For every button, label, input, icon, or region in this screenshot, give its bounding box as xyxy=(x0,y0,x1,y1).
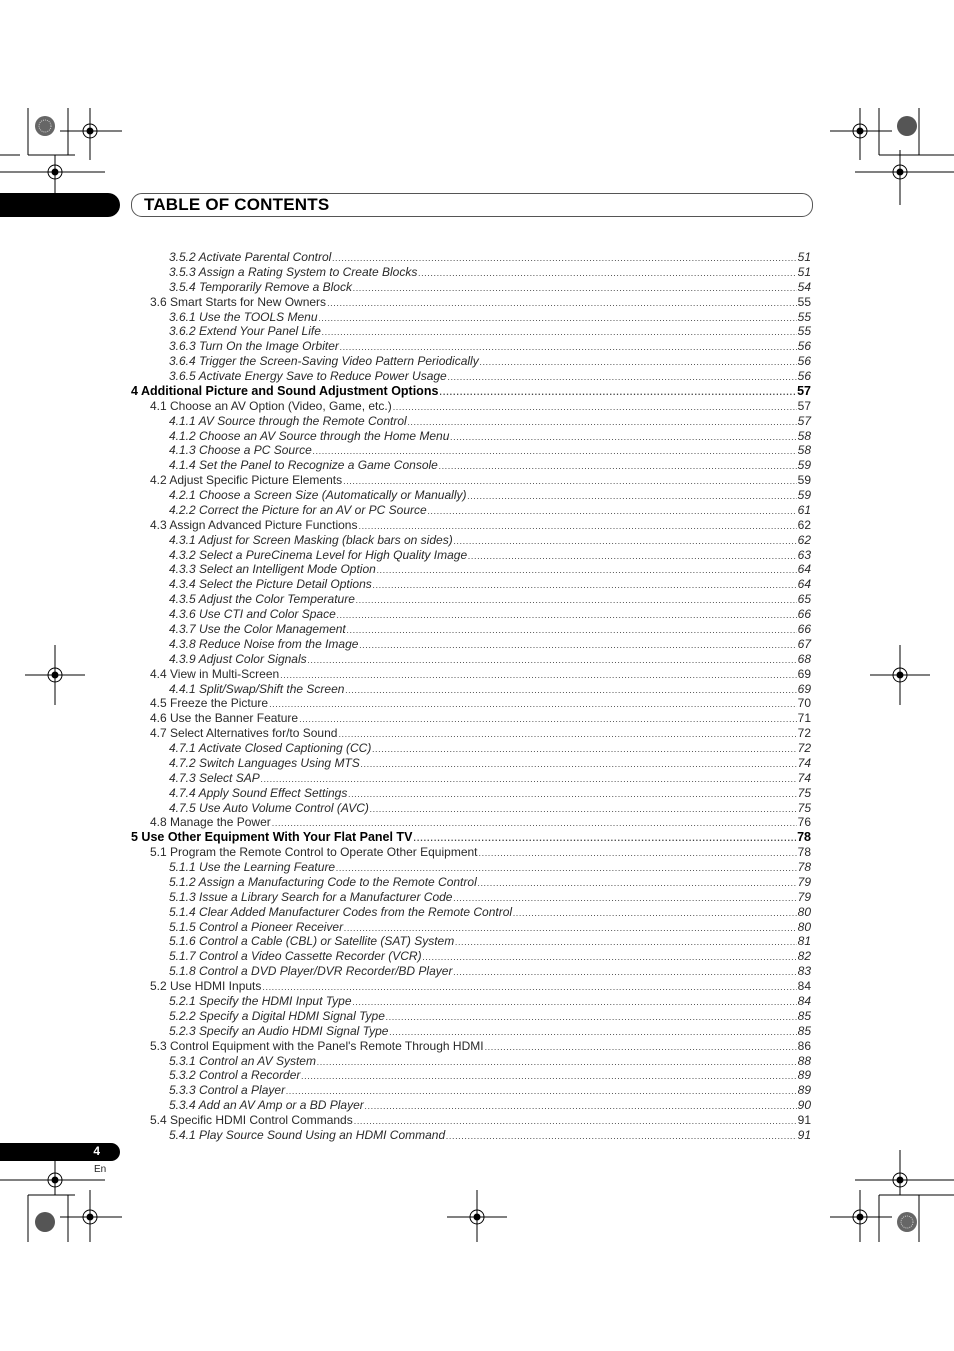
toc-entry[interactable] xyxy=(169,875,811,890)
toc-entry-page: 89 xyxy=(797,1083,811,1098)
toc-entry[interactable] xyxy=(169,1128,811,1143)
toc-entry[interactable] xyxy=(169,786,811,801)
toc-entry-label: 4 Additional Picture and Sound Adjustment Options xyxy=(131,383,439,398)
toc-entry-page: 55 xyxy=(797,309,811,324)
toc-entry-page: 69 xyxy=(797,681,811,696)
toc-entry-page: 84 xyxy=(797,979,811,994)
toc-entry-page: 76 xyxy=(797,815,811,830)
toc-leader-dots xyxy=(439,459,797,474)
toc-entry-page: 78 xyxy=(797,845,811,860)
toc-entry[interactable] xyxy=(169,801,811,816)
toc-entry-page: 66 xyxy=(797,622,811,636)
toc-entry-page: 74 xyxy=(797,770,811,785)
toc-entry-label: 3.5.2 Activate Parental Control xyxy=(169,250,332,264)
toc-entry-label: 5.1.4 Clear Added Manufacturer Codes from the Remote Control xyxy=(169,904,513,919)
toc-entry-label: 3.6.1 Use the TOOLS Menu xyxy=(169,309,318,324)
toc-entry[interactable] xyxy=(169,265,811,280)
toc-leader-dots xyxy=(353,995,797,1010)
toc-entry[interactable] xyxy=(169,533,811,548)
toc-entry-label: 4.7.5 Use Auto Volume Control (AVC) xyxy=(169,800,369,815)
toc-leader-dots xyxy=(317,1055,797,1070)
toc-entry[interactable] xyxy=(150,667,811,682)
toc-leader-dots xyxy=(337,608,797,623)
toc-entry-page: 57 xyxy=(797,383,811,398)
toc-entry-label: 4.7.3 Select SAP xyxy=(169,770,260,785)
toc-leader-dots xyxy=(261,772,797,787)
toc-entry[interactable] xyxy=(150,399,811,414)
toc-leader-dots xyxy=(468,549,796,564)
toc-entry-label: 5.3.2 Control a Recorder xyxy=(169,1068,301,1083)
header-tab-marker xyxy=(0,193,120,217)
toc-entry-label: 4.2.1 Choose a Screen Size (Automatically or Manually) xyxy=(169,488,467,503)
page-number: 4 xyxy=(93,1144,100,1158)
toc-entry-label: 5.1.8 Control a DVD Player/DVR Recorder/BD Player xyxy=(169,964,453,979)
toc-leader-dots xyxy=(299,712,797,727)
toc-entry-label: 5.1.6 Control a Cable (CBL) or Satellite (SAT) System xyxy=(169,934,455,949)
toc-entry-label: 4.7 Select Alternatives for/to Sound xyxy=(150,726,338,741)
toc-entry[interactable] xyxy=(169,443,811,458)
toc-leader-dots xyxy=(418,266,796,281)
toc-entry-label: 5.1.5 Control a Pioneer Receiver xyxy=(169,919,344,934)
toc-entry-label: 3.5.3 Assign a Rating System to Create Blocks xyxy=(169,264,418,279)
toc-leader-dots xyxy=(454,534,797,549)
toc-leader-dots xyxy=(359,638,796,653)
toc-entry[interactable] xyxy=(169,339,811,354)
toc-entry-label: 4.4 View in Multi-Screen xyxy=(150,666,280,681)
toc-entry-page: 91 xyxy=(797,1127,811,1142)
toc-leader-dots xyxy=(389,1025,796,1040)
toc-leader-dots xyxy=(428,504,797,519)
toc-entry[interactable] xyxy=(150,845,811,860)
toc-entry-page: 71 xyxy=(797,711,811,726)
toc-entry-label: 4.3.6 Use CTI and Color Space xyxy=(169,607,336,622)
toc-entry-label: 3.6.5 Activate Energy Save to Reduce Power Usage xyxy=(169,369,447,384)
toc-leader-dots xyxy=(372,742,796,757)
toc-entry[interactable] xyxy=(169,920,811,935)
toc-entry-page: 65 xyxy=(797,592,811,607)
toc-entry-page: 85 xyxy=(797,1008,811,1023)
toc-entry-label: 4.3.5 Adjust the Color Temperature xyxy=(169,592,355,607)
toc-leader-dots xyxy=(327,296,797,311)
toc-leader-dots xyxy=(308,653,797,668)
toc-entry[interactable] xyxy=(150,815,811,830)
toc-entry[interactable] xyxy=(150,711,811,726)
toc-entry[interactable] xyxy=(169,414,811,429)
toc-entry-label: 4.1.2 Choose an AV Source through the Home Menu xyxy=(169,428,450,443)
toc-leader-dots xyxy=(479,846,797,861)
toc-entry-label: 4.2 Adjust Specific Picture Elements xyxy=(150,473,343,488)
toc-entry[interactable] xyxy=(169,548,811,563)
toc-entry-label: 4.8 Manage the Power xyxy=(150,815,271,830)
toc-entry[interactable] xyxy=(169,741,811,756)
toc-leader-dots xyxy=(370,802,797,817)
toc-leader-dots xyxy=(467,489,796,504)
toc-entry-page: 68 xyxy=(797,651,811,666)
toc-leader-dots xyxy=(413,831,796,846)
toc-leader-dots xyxy=(453,891,796,906)
toc-entry-page: 59 xyxy=(797,488,811,503)
toc-entry-label: 4.6 Use the Banner Feature xyxy=(150,711,299,726)
toc-leader-dots xyxy=(347,623,797,638)
toc-entry-label: 4.4.1 Split/Swap/Shift the Screen xyxy=(169,681,345,696)
toc-entry-label: 4.3 Assign Advanced Picture Functions xyxy=(150,517,358,532)
toc-entry[interactable] xyxy=(169,607,811,622)
toc-entry-label: 5.3 Control Equipment with the Panel's Remote Through HDMI xyxy=(150,1038,484,1053)
toc-entry-page: 51 xyxy=(797,250,811,264)
toc-entry-page: 83 xyxy=(797,964,811,979)
toc-leader-dots xyxy=(348,787,796,802)
toc-leader-dots xyxy=(373,578,797,593)
toc-leader-dots xyxy=(453,965,796,980)
toc-leader-dots xyxy=(358,519,796,534)
toc-entry-label: 5.1.7 Control a Video Cassette Recorder (VCR) xyxy=(169,949,422,964)
toc-entry[interactable] xyxy=(169,905,811,920)
toc-leader-dots xyxy=(446,1129,797,1144)
toc-entry-label: 3.6.4 Trigger the Screen-Saving Video Pattern Periodically xyxy=(169,354,479,369)
toc-entry-page: 90 xyxy=(797,1098,811,1113)
toc-entry[interactable] xyxy=(169,1024,811,1039)
toc-entry[interactable] xyxy=(150,473,811,488)
toc-entry[interactable] xyxy=(169,771,811,786)
toc-entry-page: 63 xyxy=(797,547,811,562)
toc-entry-label: 4.2.2 Correct the Picture for an AV or PC Source xyxy=(169,502,427,517)
toc-entry-page: 56 xyxy=(797,369,811,384)
toc-entry[interactable] xyxy=(131,384,811,399)
toc-entry[interactable] xyxy=(169,1068,811,1083)
toc-entry-page: 75 xyxy=(797,800,811,815)
toc-entry-page: 72 xyxy=(797,741,811,756)
toc-entry[interactable] xyxy=(169,429,811,444)
toc-leader-dots xyxy=(343,474,797,489)
toc-entry[interactable] xyxy=(131,830,811,845)
toc-entry[interactable] xyxy=(169,577,811,592)
toc-leader-dots xyxy=(377,563,797,578)
toc-entry-page: 64 xyxy=(797,577,811,592)
toc-entry-page: 70 xyxy=(797,696,811,711)
toc-entry-label: 5.1.1 Use the Learning Feature xyxy=(169,860,336,875)
toc-entry-label: 4.3.4 Select the Picture Detail Options xyxy=(169,577,372,592)
toc-entry-page: 78 xyxy=(797,830,811,845)
toc-entry-label: 5.4.1 Play Source Sound Using an HDMI Command xyxy=(169,1127,446,1142)
toc-entry[interactable] xyxy=(169,890,811,905)
toc-leader-dots xyxy=(513,906,797,921)
toc-leader-dots xyxy=(439,385,796,400)
toc-entry-page: 85 xyxy=(797,1023,811,1038)
toc-entry-page: 59 xyxy=(797,458,811,473)
language-code: En xyxy=(94,1164,107,1175)
toc-leader-dots xyxy=(301,1069,796,1084)
toc-entry-page: 79 xyxy=(797,874,811,889)
toc-entry-label: 4.3.8 Reduce Noise from the Image xyxy=(169,636,359,651)
toc-entry[interactable] xyxy=(169,994,811,1009)
toc-entry-page: 64 xyxy=(797,562,811,577)
toc-entry-page: 57 xyxy=(797,398,811,413)
toc-entry[interactable] xyxy=(169,354,811,369)
toc-entry-page: 84 xyxy=(797,994,811,1008)
toc-entry-label: 5.3.4 Add an AV Amp or a BD Player xyxy=(169,1098,364,1113)
toc-leader-dots xyxy=(269,697,797,712)
toc-leader-dots xyxy=(313,444,797,459)
toc-entry-label: 4.1.4 Set the Panel to Recognize a Game Console xyxy=(169,458,438,473)
toc-entry-page: 59 xyxy=(797,473,811,488)
toc-entry[interactable] xyxy=(169,934,811,949)
toc-entry-page: 54 xyxy=(797,279,811,294)
toc-entry-label: 5.3.1 Control an AV System xyxy=(169,1053,316,1068)
toc-leader-dots xyxy=(423,950,797,965)
toc-entry-label: 5.1 Program the Remote Control to Operate Other Equipment xyxy=(150,845,478,860)
toc-leader-dots xyxy=(365,1099,797,1114)
toc-entry-page: 74 xyxy=(797,755,811,770)
toc-leader-dots xyxy=(386,1010,797,1025)
toc-entry-label: 5.2.2 Specify a Digital HDMI Signal Type xyxy=(169,1008,385,1023)
toc-entry-page: 58 xyxy=(797,428,811,443)
toc-entry[interactable] xyxy=(150,295,811,310)
toc-entry[interactable] xyxy=(169,964,811,979)
toc-entry-page: 82 xyxy=(797,949,811,964)
toc-entry-label: 4.1.1 AV Source through the Remote Control xyxy=(169,413,407,428)
toc-entry-page: 66 xyxy=(797,607,811,622)
toc-entry-page: 56 xyxy=(797,339,811,354)
toc-entry[interactable] xyxy=(169,637,811,652)
toc-entry-label: 4.7.2 Switch Languages Using MTS xyxy=(169,755,360,770)
toc-leader-dots xyxy=(485,1040,797,1055)
toc-entry-page: 80 xyxy=(797,919,811,934)
toc-entry[interactable] xyxy=(169,682,811,697)
toc-entry[interactable] xyxy=(169,1098,811,1113)
toc-entry-page: 55 xyxy=(797,294,811,309)
toc-entry-label: 3.6 Smart Starts for New Owners xyxy=(150,294,327,309)
toc-entry[interactable] xyxy=(169,503,811,518)
toc-entry[interactable] xyxy=(150,1039,811,1054)
toc-leader-dots xyxy=(353,281,797,296)
toc-leader-dots xyxy=(286,1084,797,1099)
toc-entry[interactable] xyxy=(150,696,811,711)
toc-entry[interactable] xyxy=(169,1083,811,1098)
toc-entry-label: 5.2.3 Specify an Audio HDMI Signal Type xyxy=(169,1023,389,1038)
toc-entry[interactable] xyxy=(169,1054,811,1069)
toc-entry-label: 5.3.3 Control a Player xyxy=(169,1083,286,1098)
toc-leader-dots xyxy=(319,311,797,326)
toc-entry-page: 91 xyxy=(797,1113,811,1128)
toc-entry-label: 4.7.4 Apply Sound Effect Settings xyxy=(169,785,348,800)
toc-entry-label: 4.3.7 Use the Color Management xyxy=(169,622,346,636)
toc-leader-dots xyxy=(345,683,796,698)
toc-entry-label: 5.1.3 Issue a Library Search for a Manufacturer Code xyxy=(169,889,453,904)
toc-entry[interactable] xyxy=(169,280,811,295)
toc-entry-label: 4.1.3 Choose a PC Source xyxy=(169,443,312,458)
toc-entry-page: 67 xyxy=(797,636,811,651)
toc-leader-dots xyxy=(478,876,797,891)
toc-entry-page: 51 xyxy=(797,264,811,279)
toc-entry-page: 88 xyxy=(797,1053,811,1068)
toc-entry-label: 4.3.1 Adjust for Screen Masking (black bars on sides) xyxy=(169,532,453,547)
toc-entry[interactable] xyxy=(150,979,811,994)
toc-entry-label: 4.3.2 Select a PureCinema Level for High Quality Image xyxy=(169,547,468,562)
toc-entry-label: 5.2.1 Specify the HDMI Input Type xyxy=(169,994,352,1008)
toc-entry[interactable] xyxy=(169,949,811,964)
toc-leader-dots xyxy=(332,251,796,266)
page-title: TABLE OF CONTENTS xyxy=(144,195,330,214)
toc-entry[interactable] xyxy=(169,562,811,577)
toc-entry-page: 55 xyxy=(797,324,811,339)
toc-leader-dots xyxy=(262,980,796,995)
toc-entry-page: 61 xyxy=(797,502,811,517)
toc-entry-label: 5.2 Use HDMI Inputs xyxy=(150,979,262,994)
toc-entry-page: 56 xyxy=(797,354,811,369)
toc-leader-dots xyxy=(272,816,797,831)
toc-leader-dots xyxy=(393,400,797,415)
toc-entry-page: 69 xyxy=(797,666,811,681)
toc-entry[interactable] xyxy=(169,652,811,667)
toc-leader-dots xyxy=(361,757,797,772)
header-title-box xyxy=(131,193,813,217)
toc-entry-label: 4.1 Choose an AV Option (Video, Game, etc.) xyxy=(150,398,392,413)
toc-entry[interactable] xyxy=(169,592,811,607)
toc-entry[interactable] xyxy=(150,1113,811,1128)
toc-leader-dots xyxy=(340,340,797,355)
toc-entry[interactable] xyxy=(169,622,811,637)
toc-leader-dots xyxy=(354,1114,797,1129)
toc-leader-dots xyxy=(344,921,797,936)
toc-entry[interactable] xyxy=(169,324,811,339)
toc-leader-dots xyxy=(356,593,797,608)
toc-leader-dots xyxy=(338,727,796,742)
toc-entry[interactable] xyxy=(150,518,811,533)
toc-entry[interactable] xyxy=(169,860,811,875)
toc-entry-page: 57 xyxy=(797,413,811,428)
toc-entry[interactable] xyxy=(150,726,811,741)
toc-entry-page: 80 xyxy=(797,904,811,919)
toc-entry-label: 4.5 Freeze the Picture xyxy=(150,696,269,711)
toc-leader-dots xyxy=(480,355,797,370)
toc-entry-label: 5.1.2 Assign a Manufacturing Code to the Remote Control xyxy=(169,874,477,889)
toc-entry-page: 78 xyxy=(797,860,811,875)
toc-entry[interactable] xyxy=(169,756,811,771)
toc-entry-label: 4.3.3 Select an Intelligent Mode Option xyxy=(169,562,376,577)
toc-entry-page: 62 xyxy=(797,517,811,532)
toc-entry[interactable] xyxy=(169,488,811,503)
toc-entry-page: 72 xyxy=(797,726,811,741)
page-number-tab xyxy=(0,1143,120,1161)
toc-entry-label: 5 Use Other Equipment With Your Flat Panel TV xyxy=(131,830,413,845)
toc-leader-dots xyxy=(322,325,797,340)
toc-entry[interactable] xyxy=(169,310,811,325)
toc-entry-page: 89 xyxy=(797,1068,811,1083)
toc-entry-page: 81 xyxy=(797,934,811,949)
toc-leader-dots xyxy=(450,430,796,445)
toc-entry-label: 3.6.3 Turn On the Image Orbiter xyxy=(169,339,339,354)
toc-leader-dots xyxy=(455,935,796,950)
toc-entry-label: 5.4 Specific HDMI Control Commands xyxy=(150,1113,353,1128)
toc-entry-page: 62 xyxy=(797,532,811,547)
toc-entry-page: 58 xyxy=(797,443,811,458)
toc-entry-label: 3.6.2 Extend Your Panel Life xyxy=(169,324,321,339)
toc-entry-page: 79 xyxy=(797,889,811,904)
toc-entry-page: 75 xyxy=(797,785,811,800)
toc-entry-label: 4.3.9 Adjust Color Signals xyxy=(169,651,307,666)
toc-entry-page: 86 xyxy=(797,1038,811,1053)
toc-leader-dots xyxy=(408,415,797,430)
toc-entry-label: 3.5.4 Temporarily Remove a Block xyxy=(169,279,352,294)
toc-entry-label: 4.7.1 Activate Closed Captioning (CC) xyxy=(169,741,372,756)
toc-entry[interactable] xyxy=(169,369,811,384)
toc-leader-dots xyxy=(280,668,796,683)
toc-entry[interactable] xyxy=(169,1009,811,1024)
toc-leader-dots xyxy=(336,861,797,876)
toc-entry[interactable] xyxy=(169,458,811,473)
toc-leader-dots xyxy=(448,370,797,385)
toc-entry[interactable] xyxy=(169,250,811,265)
